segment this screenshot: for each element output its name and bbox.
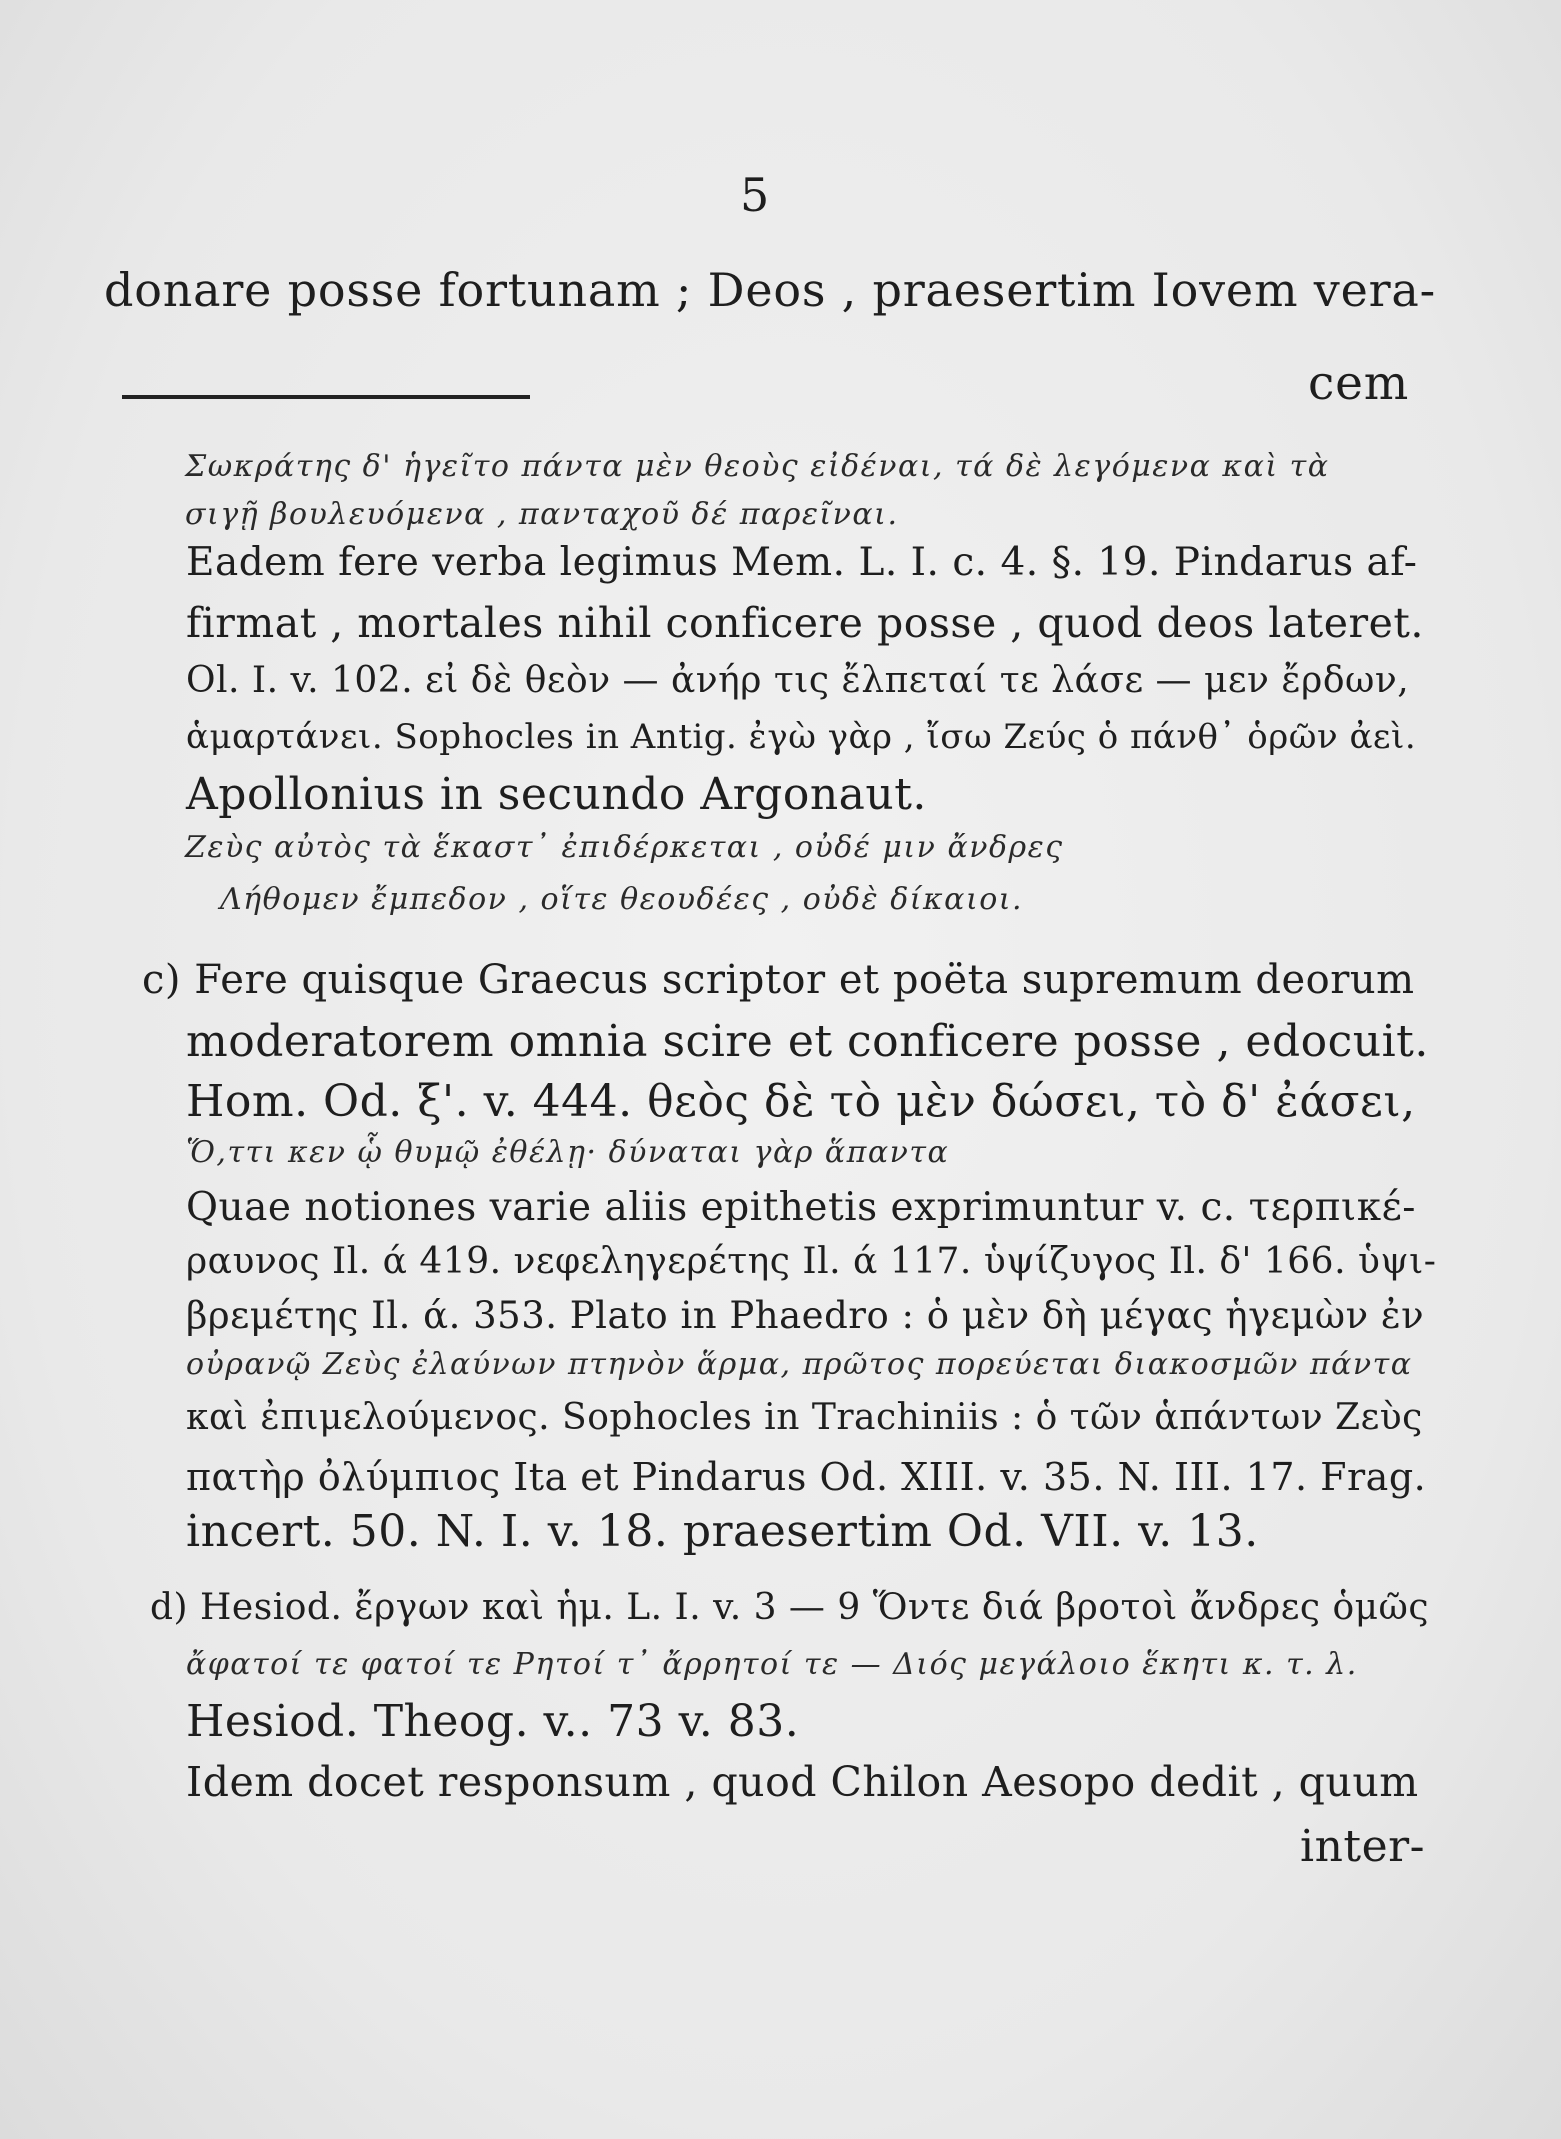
footnote-c-line-3: Hom. Od. ξ'. v. 444. θεὸς δὲ τὸ μὲν δώσει, τὸ δ' ἐάσει,	[186, 1076, 1416, 1127]
footnote-b-line-6: ἁμαρτάνει. Sophocles in Antig. ἐγὼ γὰρ , ἴσω Ζεύς ὁ πάνθ᾿ ὁρῶν ἀεὶ.	[186, 717, 1417, 757]
footnote-b-line-4: firmat , mortales nihil conficere posse , quod deos lateret.	[186, 599, 1424, 647]
footnote-c-line-2: moderatorem omnia scire et conficere posse , edocuit.	[186, 1016, 1429, 1067]
footnote-c-line-11: incert. 50. N. I. v. 18. praesertim Od. VII. v. 13.	[186, 1506, 1259, 1557]
footnote-separator-rule	[122, 395, 530, 399]
header-line-2: cem	[1308, 356, 1410, 411]
footnote-b-greek-line-2: σιγῇ βουλευόμενα , πανταχοῦ δέ παρεῖναι.	[185, 497, 899, 532]
footnote-c-line-5: Quae notiones varie aliis epithetis exprimuntur v. c. τερπικέ-	[186, 1185, 1416, 1230]
header-line-1: donare posse fortunam ; Deos , praesertim Iovem vera-	[104, 263, 1436, 317]
footnote-d-greek-line-2: ἄφατοί τε φατοί τε Ρητοί τ᾿ ἄρρητοί τε — Διός μεγάλοιο ἕκητι κ. τ. λ.	[186, 1647, 1358, 1682]
footnote-c-line-10: πατὴρ ὀλύμπιος Ita et Pindarus Od. XIII. v. 35. N. III. 17. Frag.	[186, 1455, 1427, 1499]
footnote-c-greek-line-8: οὐρανῷ Ζεὺς ἐλαύνων πτηνὸν ἅρμα, πρῶτος πορεύεται διακοσμῶν πάντα	[186, 1347, 1413, 1382]
footnote-b-greek-line-9: Λήθομεν ἔμπεδον , οἵτε θεουδέες , οὐδὲ δίκαιοι.	[220, 882, 1024, 917]
page-number: 5	[740, 168, 770, 222]
footnote-c-line-9: καὶ ἐπιμελούμενος. Sophocles in Trachiniis : ὁ τῶν ἁπάντων Ζεὺς	[186, 1397, 1423, 1438]
footnote-c-line-6: ραυνος Il. ά 419. νεφεληγερέτης Il. ά 117. ὑψίζυγος Il. δ' 166. ὑψι-	[186, 1241, 1437, 1282]
footnote-d-line-1: d) Hesiod. ἔργων καὶ ἡμ. L. I. v. 3 — 9 Ὅντε διά βροτοὶ ἄνδρες ὁμῶς	[150, 1587, 1430, 1628]
footnote-b-line-3: Eadem fere verba legimus Mem. L. I. c. 4. §. 19. Pindarus af-	[186, 540, 1418, 585]
footnote-b-line-5: Ol. I. v. 102. εἰ δὲ θεὸν — ἀνήρ τις ἔλπεταί τε λάσε — μεν ἔρδων,	[186, 660, 1410, 701]
footnote-c-line-1: c) Fere quisque Graecus scriptor et poëta supremum deorum	[142, 957, 1415, 1003]
footnote-b-greek-line-1: Σωκράτης δ' ἡγεῖτο πάντα μὲν θεοὺς εἰδέναι, τά δὲ λεγόμενα καὶ τὰ	[185, 449, 1330, 484]
footnote-d-line-5: inter-	[1300, 1821, 1426, 1872]
footnote-c-line-7: βρεμέτης Il. ά. 353. Plato in Phaedro : ὁ μὲν δὴ μέγας ἡγεμὼν ἐν	[186, 1294, 1425, 1337]
footnote-b-line-7: Apollonius in secundo Argonaut.	[186, 769, 927, 820]
footnote-c-greek-line-4: Ὅ,ττι κεν ᾧ θυμῷ ἐθέλῃ· δύναται γὰρ ἅπαντα	[186, 1135, 950, 1170]
footnote-d-line-4: Idem docet responsum , quod Chilon Aesopo dedit , quum	[186, 1758, 1419, 1806]
footnote-b-greek-line-8: Ζεὺς αὐτὸς τὰ ἕκαστ᾿ ἐπιδέρκεται , οὐδέ μιν ἄνδρες	[185, 830, 1064, 865]
footnote-d-line-3: Hesiod. Theog. v.. 73 v. 83.	[186, 1696, 800, 1747]
